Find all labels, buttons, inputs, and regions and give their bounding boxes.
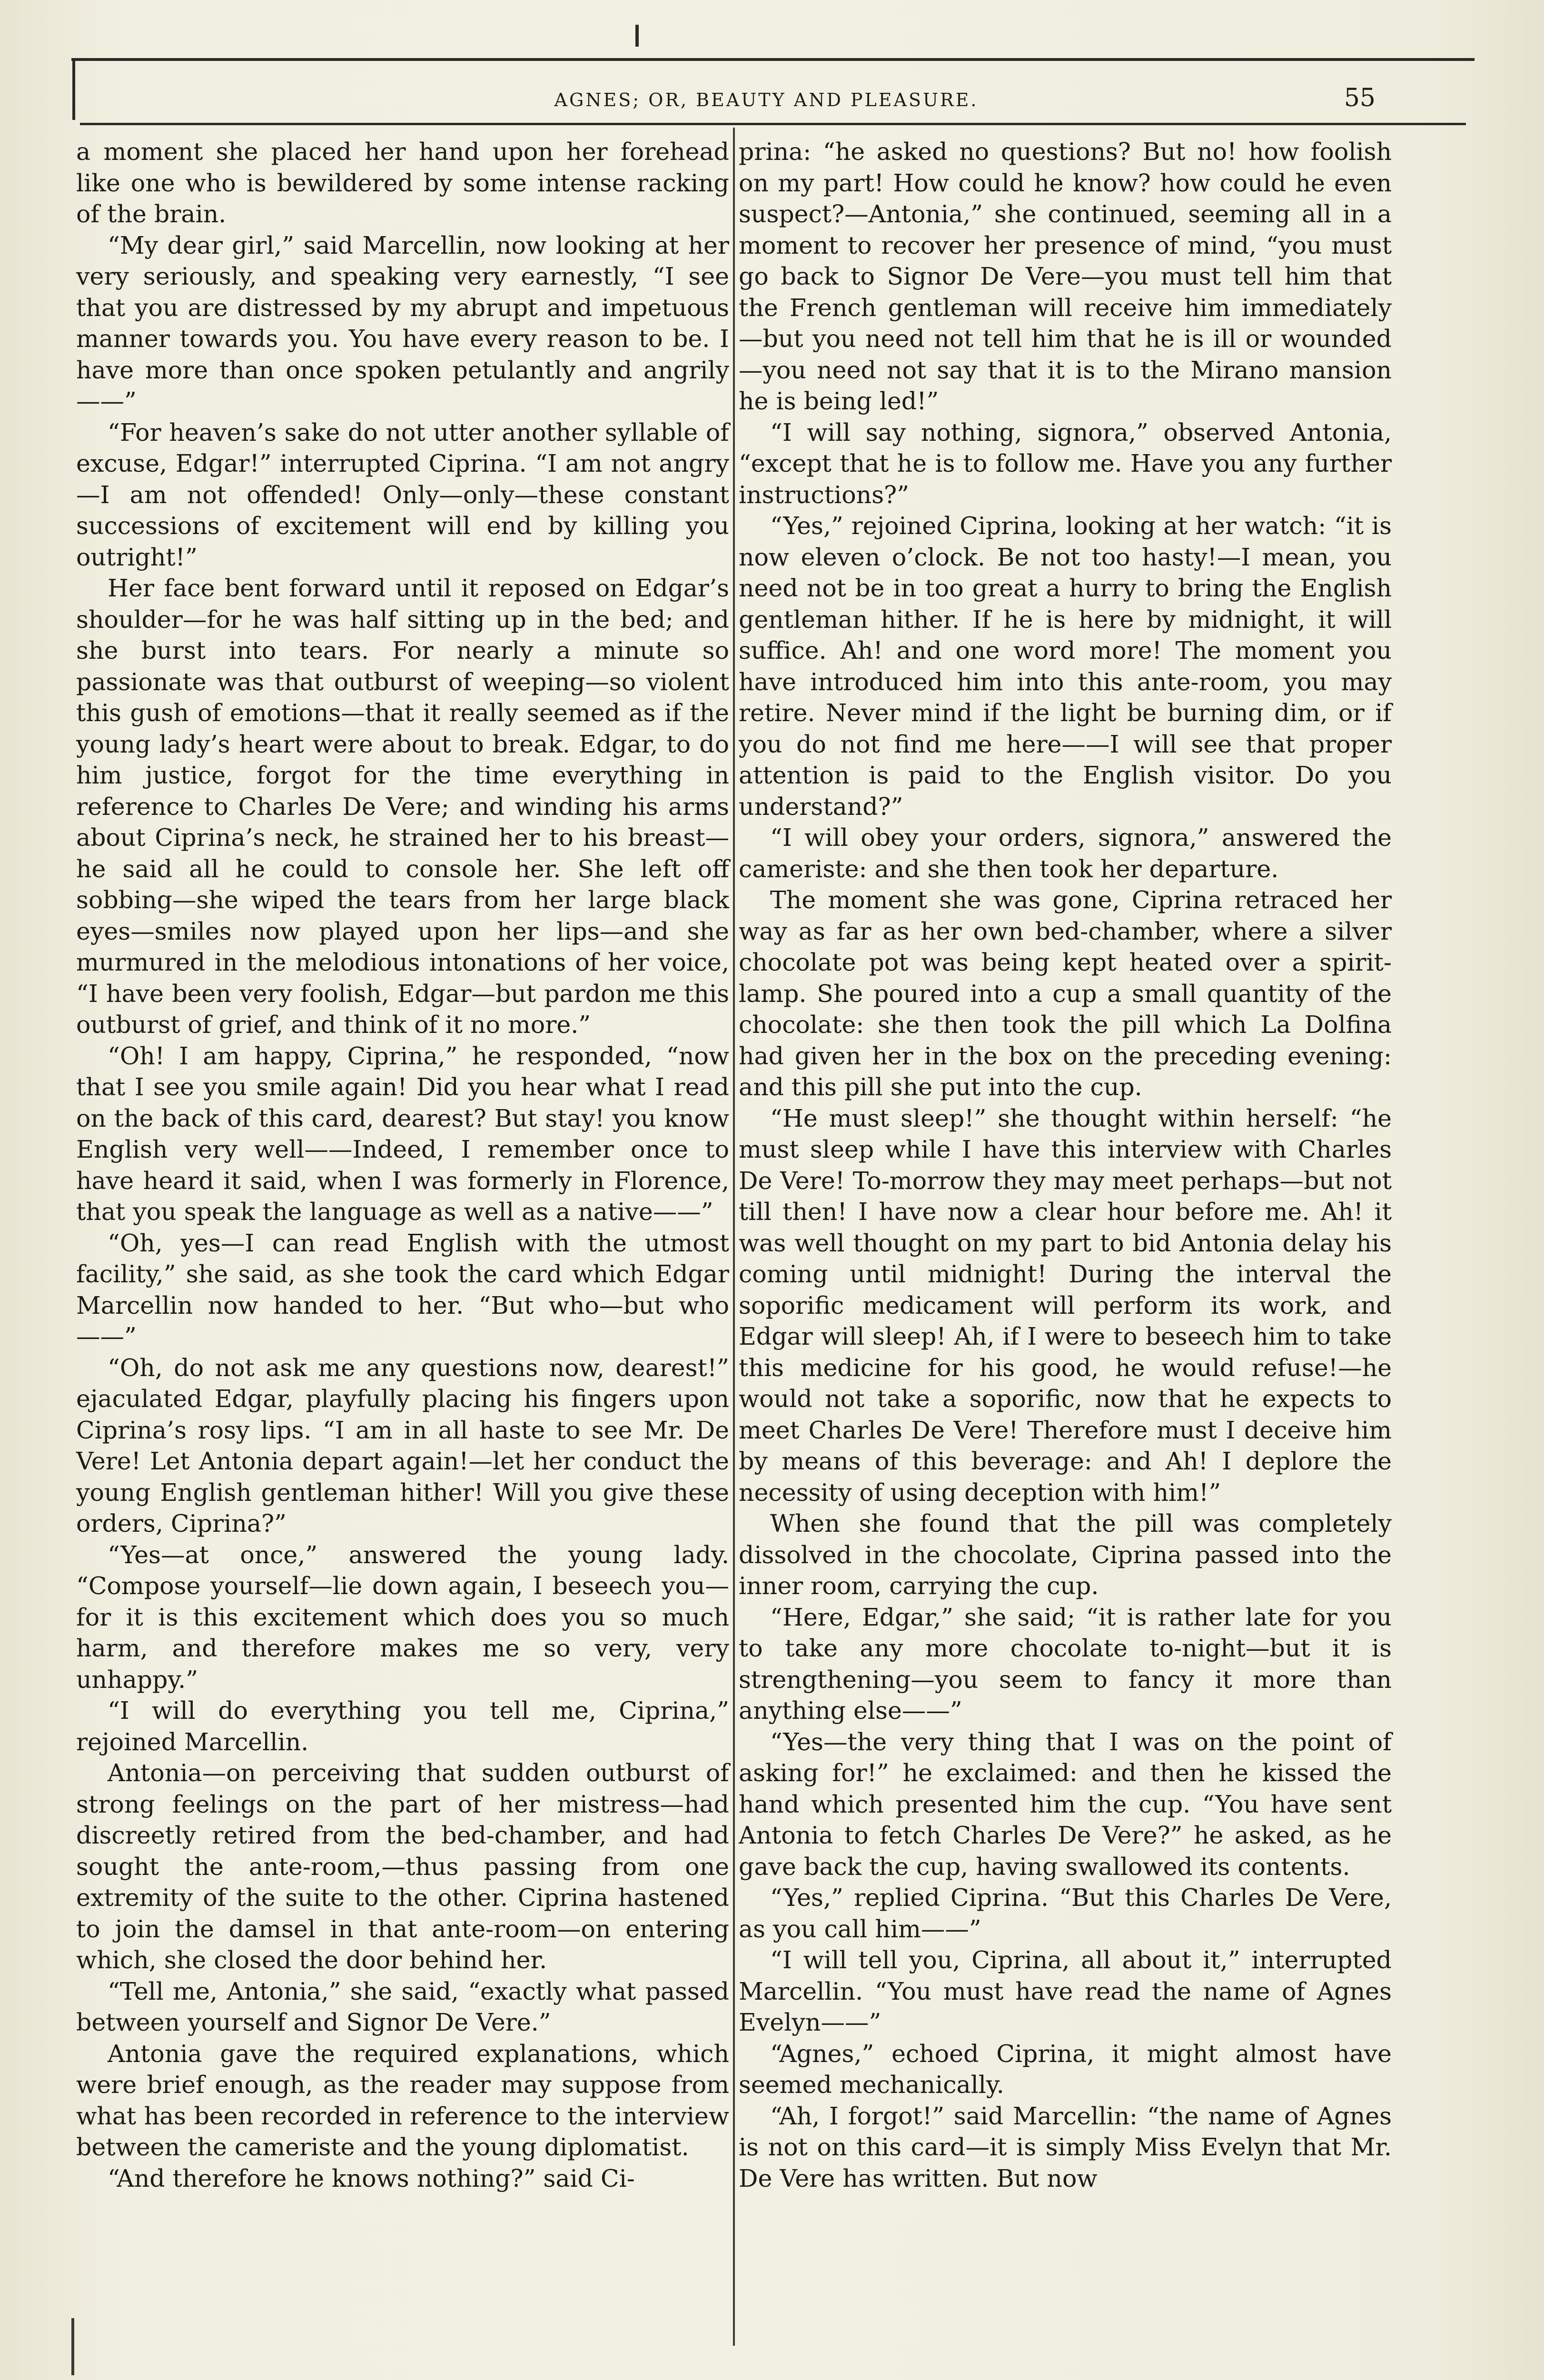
top-tick-mark	[635, 25, 639, 47]
paragraph: “And therefore he knows nothing?” said Ci-	[108, 2164, 635, 2192]
paragraph: prina: “he asked no questions? But no! how foolish on my part! How could he know? how could he even suspect?—Antonia,” she continued, seeming all in a moment to recover her presence of mind, “you must go back to Signor De Vere—you must tell him that the French gentleman will receive him immediately—but you need not tell him that he is ill or wounded—you need not say that it is to the Mirano mansion he is being led!”	[739, 138, 1392, 415]
paragraph: Her face bent forward until it reposed on Edgar’s shoulder—for he was half sitting up in the bed; and she burst into tears. For nearly a minute so passionate was that outburst of weeping—so violent this gush of emotions—that it really seemed as if the young lady’s heart were about to break. Edgar, to do him justice, forgot for the time everything in reference to Charles De Vere; and winding his arms about Ciprina’s neck, he strained her to his breast—he said all he could to console her. She left off sobbing—she wiped the tears from her large black eyes—smiles now played upon her lips—and she murmured in the melodious intonations of her voice, “I have been very foolish, Edgar—but pardon me this outburst of grief, and think of it no more.”	[76, 574, 729, 1039]
paragraph: “Agnes,” echoed Ciprina, it might almost have seemed mechanically.	[739, 2039, 1392, 2099]
paragraph: “Yes,” rejoined Ciprina, looking at her watch: “it is now eleven o’clock. Be not too hasty!—I mean, you need not be in too great a hurry to bring the English gentleman hither. If he is here by midnight, it will suffice. Ah! and one word more! The moment you have introduced him into this ante-room, you may retire. Never mind if the light be burning dim, or if you do not find me here——I will see that proper attention is paid to the English visitor. Do you understand?”	[739, 512, 1392, 821]
left-column	[76, 136, 729, 2194]
paragraph: “He must sleep!” she thought within herself: “he must sleep while I have this interview with Charles De Vere! To-morrow they may meet perhaps—but not till then! I have now a clear hour before me. Ah! it was well thought on my part to bid Antonia delay his coming until midnight! During the interval the soporific medicament will perform its work, and Edgar will sleep! Ah, if I were to beseech him to take this medicine for his good, he would refuse!—he would not take a soporific, now that he expects to meet Charles De Vere! Therefore must I deceive him by means of this beverage: and Ah! I deplore the necessity of using deception with him!”	[739, 1104, 1392, 1507]
paragraph: a moment she placed her hand upon her forehead like one who is bewildered by some intense racking of the brain.	[76, 138, 729, 228]
right-column	[739, 136, 1392, 2194]
paragraph: The moment she was gone, Ciprina retraced her way as far as her own bed-chamber, where a silver chocolate pot was being kept heated over a spirit-lamp. She poured into a cup a small quantity of the chocolate: she then took the pill which La Dolfina had given her in the box on the preceding evening: and this pill she put into the cup.	[739, 886, 1392, 1101]
left-margin-mark	[71, 2318, 74, 2375]
header-rule-bottom	[80, 123, 1466, 125]
paragraph: “For heaven’s sake do not utter another syllable of excuse, Edgar!” interrupted Ciprina. “I am not angry—I am not offended! Only—only—these constant successions of excitement will end by killing you outright!”	[76, 418, 729, 571]
paragraph: Antonia gave the required explanations, which were brief enough, as the reader may suppose from what has been recorded in reference to the interview between the cameriste and the young diplomatist.	[76, 2039, 729, 2161]
paragraph: “Ah, I forgot!” said Marcellin: “the name of Agnes is not on this card—it is simply Miss Evelyn that Mr. De Vere has written. But now	[739, 2102, 1392, 2192]
paragraph: “Tell me, Antonia,” she said, “exactly what passed between yourself and Signor De Vere.”	[76, 1977, 729, 2036]
paragraph: Antonia—on perceiving that sudden outburst of strong feelings on the part of her mistress—had discreetly retired from the bed-chamber, and had sought the ante-room,—thus passing from one extremity of the suite to the other. Ciprina hastened to join the damsel in that ante-room—on entering which, she closed the door behind her.	[76, 1759, 729, 1974]
running-title: AGNES; OR, BEAUTY AND PLEASURE.	[554, 89, 979, 110]
paragraph: “I will say nothing, signora,” observed Antonia, “except that he is to follow me. Have you any further instructions?”	[739, 418, 1392, 509]
page-number: 55	[1344, 84, 1376, 112]
paragraph: “My dear girl,” said Marcellin, now looking at her very seriously, and speaking very earnestly, “I see that you are distressed by my abrupt and impetuous manner towards you. You have every reason to be. I have more than once spoken petulantly and angrily——”	[76, 231, 729, 415]
paragraph: “Here, Edgar,” she said; “it is rather late for you to take any more chocolate to-night—but it is strengthening—you seem to fancy it more than anything else——”	[739, 1603, 1392, 1725]
paragraph: “Yes—at once,” answered the young lady. “Compose yourself—lie down again, I beseech you—for it is this excitement which does you so much harm, and therefore makes me so very, very unhappy.”	[76, 1540, 729, 1694]
paragraph: “I will do everything you tell me, Ciprina,” rejoined Marcellin.	[76, 1696, 729, 1756]
paragraph: “I will obey your orders, signora,” answered the cameriste: and she then took her departure.	[739, 823, 1392, 883]
header-rule-top	[71, 58, 1475, 61]
column-divider	[733, 128, 735, 2346]
paragraph: “Oh, yes—I can read English with the utmost facility,” she said, as she took the card which Edgar Marcellin now handed to her. “But who—but who——”	[76, 1229, 729, 1350]
paragraph: “Yes—the very thing that I was on the point of asking for!” he exclaimed: and then he kissed the hand which presented him the cup. “You have sent Antonia to fetch Charles De Vere?” he asked, as he gave back the cup, having swallowed its contents.	[739, 1727, 1392, 1881]
paragraph: “Oh, do not ask me any questions now, dearest!” ejaculated Edgar, playfully placing his fingers upon Ciprina’s rosy lips. “I am in all haste to see Mr. De Vere! Let Antonia depart again!—let her conduct the young English gentleman hither! Will you give these orders, Ciprina?”	[76, 1353, 729, 1537]
paragraph: “Oh! I am happy, Ciprina,” he responded, “now that I see you smile again! Did you hear what I read on the back of this card, dearest? But stay! you know English very well——Indeed, I remember once to have heard it said, when I was formerly in Florence, that you speak the language as well as a native——”	[76, 1041, 729, 1226]
paragraph: “I will tell you, Ciprina, all about it,” interrupted Marcellin. “You must have read the name of Agnes Evelyn——”	[739, 1946, 1392, 2036]
left-border-rule	[72, 58, 75, 120]
paragraph: When she found that the pill was completely dissolved in the chocolate, Ciprina passed into the inner room, carrying the cup.	[739, 1509, 1392, 1600]
paragraph: “Yes,” replied Ciprina. “But this Charles De Vere, as you call him——”	[739, 1884, 1392, 1943]
